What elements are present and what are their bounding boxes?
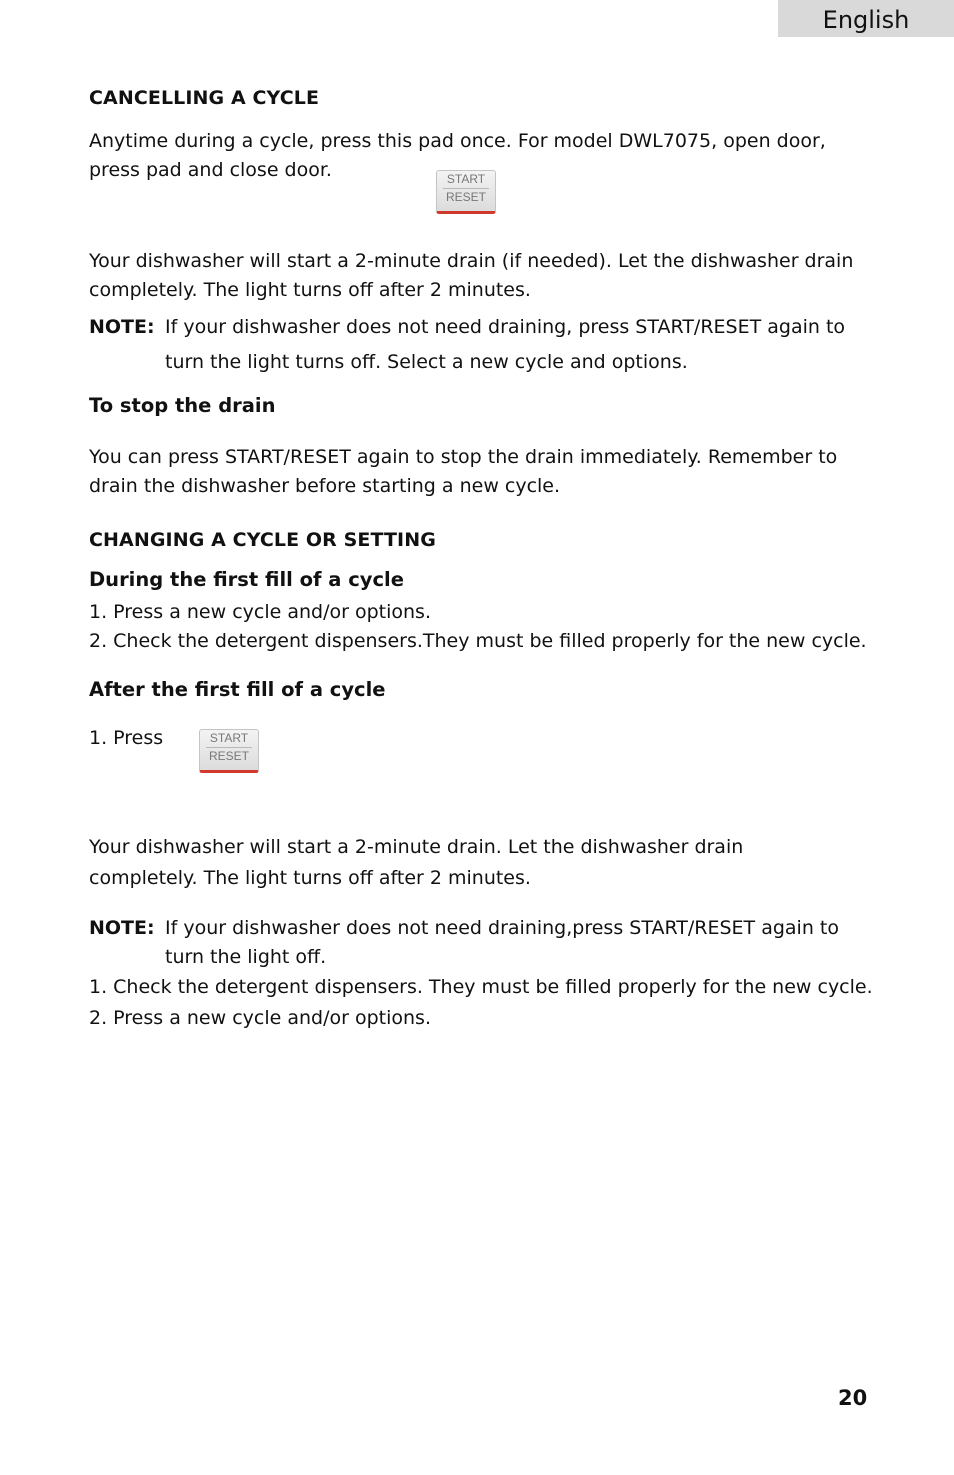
start-reset-pad-icon — [436, 170, 496, 214]
after-note-line2: turn the light off. — [165, 946, 327, 968]
during-step-2: 2. Check the detergent dispensers.They must be filled properly for the new cycle. — [89, 630, 867, 652]
after-step-press-options: 2. Press a new cycle and/or options. — [89, 1007, 431, 1029]
start-reset-pad-icon — [199, 729, 259, 773]
cancel-note-label: NOTE: — [89, 316, 155, 338]
stop-drain-line2: drain the dishwasher before starting a new cycle. — [89, 475, 561, 497]
stop-drain-line1: You can press START/RESET again to stop the drain immediately. Remember to — [89, 446, 838, 468]
during-first-fill-heading: During the first fill of a cycle — [89, 568, 404, 591]
pad-label-start: START — [446, 172, 486, 186]
after-drain-line1: Your dishwasher will start a 2-minute drain. Let the dishwasher drain — [89, 836, 744, 858]
language-tab: English — [778, 0, 954, 37]
stop-drain-heading: To stop the drain — [89, 394, 276, 417]
pad-label-reset: RESET — [208, 749, 249, 763]
after-step-press: 1. Press — [89, 727, 164, 749]
cancelling-heading: CANCELLING A CYCLE — [89, 87, 320, 109]
cancel-intro-line1: Anytime during a cycle, press this pad once. For model DWL7075, open door, — [89, 130, 826, 152]
pad-label-start: START — [209, 731, 249, 745]
page-number: 20 — [838, 1386, 868, 1410]
after-step-check-dispensers: 1. Check the detergent dispensers. They must be filled properly for the new cycle. — [89, 976, 873, 998]
pad-label-reset: RESET — [445, 190, 486, 204]
cancel-note-line1: If your dishwasher does not need draining, press START/RESET again to — [165, 316, 846, 338]
changing-heading: CHANGING A CYCLE OR SETTING — [89, 529, 436, 551]
after-drain-line2: completely. The light turns off after 2 minutes. — [89, 867, 531, 889]
during-step-1: 1. Press a new cycle and/or options. — [89, 601, 431, 623]
after-first-fill-heading: After the first fill of a cycle — [89, 678, 386, 701]
after-note-line1: If your dishwasher does not need draining,press START/RESET again to — [165, 917, 839, 939]
cancel-note-line2: turn the light turns off. Select a new cycle and options. — [165, 351, 688, 373]
cancel-intro-line2: press pad and close door. — [89, 159, 332, 181]
cancel-drain-line1: Your dishwasher will start a 2-minute drain (if needed). Let the dishwasher drain — [89, 250, 854, 272]
after-note-label: NOTE: — [89, 917, 155, 939]
cancel-drain-line2: completely. The light turns off after 2 minutes. — [89, 279, 531, 301]
